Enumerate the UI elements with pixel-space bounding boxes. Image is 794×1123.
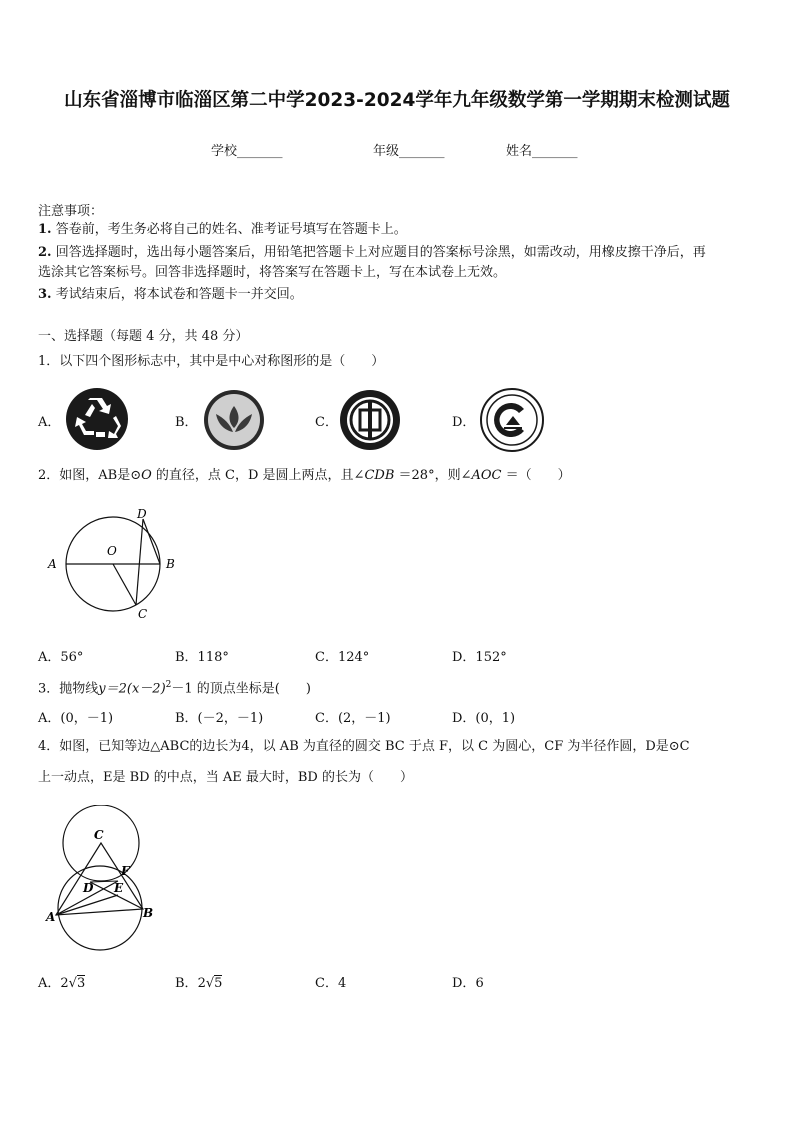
q4-option-b-coef: 2 [197, 976, 206, 991]
q4-option-b-radicand: 5 [214, 976, 223, 991]
q4-option-a [38, 972, 85, 991]
bank-coin-logo-icon [339, 388, 401, 452]
q3-option-b: B．(－2，－1) [175, 711, 264, 726]
q1-option-d-label: D． [452, 415, 476, 430]
q2-stem-cdb: CDB [364, 468, 395, 483]
name-blank: _______ [532, 144, 578, 159]
question-4-stem-line2: 上一动点，E是 BD 的中点，当 AE 最大时，BD 的长为（ ） [38, 770, 413, 785]
leaf-logo-icon [202, 388, 266, 452]
q4-label-c: C [94, 828, 104, 842]
q2-stem-part: ＝28°，则∠ [394, 468, 472, 483]
q2-label-c: C [138, 607, 148, 621]
q2-label-a: A [48, 557, 57, 571]
grade-blank: _______ [399, 144, 445, 159]
q2-option-d: D．152° [452, 650, 507, 665]
page-title: 山东省淄博市临淄区第二中学2023-2024学年九年级数学第一学期期末检测试题 [64, 90, 730, 111]
name-field [506, 140, 578, 159]
q1-option-c-label: C． [315, 415, 338, 430]
q2-label-d: D [137, 507, 147, 521]
q4-label-a: A [46, 910, 56, 924]
school-label: 学校 [211, 144, 238, 159]
school-field [211, 140, 283, 159]
q2-label-b: B [166, 557, 175, 571]
grade-field [373, 140, 445, 159]
question-2-stem [38, 466, 571, 486]
q3-exponent: 2 [165, 680, 172, 690]
note-2-number: 2. [38, 245, 52, 260]
question-4-stem-line1: 4．如图，已知等边△ABC的边长为4，以 AB 为直径的圆交 BC 于点 F，以 C 为圆心，CF 为半径作圆，D是⊙C [38, 739, 690, 754]
q4-option-d-value: 6 [475, 976, 484, 991]
recycle-logo-icon [64, 387, 130, 451]
question-1-stem: 1．以下四个图形标志中，其中是中心对称图形的是（ ） [38, 354, 385, 369]
notes-heading: 注意事项： [38, 204, 104, 219]
sqrt-icon: √ [205, 976, 215, 991]
q2-option-c: C．124° [315, 650, 370, 665]
q2-circle-figure [40, 500, 190, 625]
q2-stem-part: ＝（ ） [501, 468, 571, 483]
note-1-number: 1. [38, 222, 52, 237]
note-3 [38, 285, 303, 305]
q3-option-d: D．(0，1) [452, 711, 516, 726]
q2-option-b: B．118° [175, 650, 229, 665]
q4-option-d [452, 972, 484, 991]
q1-option-b-label: B． [175, 415, 198, 430]
note-2-text-line1: 回答选择题时，选出每小题答案后，用铅笔把答题卡上对应题目的答案标号涂黑，如需改动，用橡皮擦干净后，再 [51, 245, 706, 260]
q4-two-circle-figure [44, 805, 164, 955]
q4-label-e: E [114, 881, 124, 895]
q4-option-a-radicand: 3 [76, 976, 86, 991]
q2-option-a: A．56° [38, 650, 84, 665]
q4-label-d: D [83, 881, 94, 895]
note-3-number: 3. [38, 287, 52, 302]
q3-option-a: A．(0，－1) [38, 711, 114, 726]
q3-stem-part: －1 的顶点坐标是( ) [171, 681, 311, 697]
section-heading-choice: 一、选择题（每题 4 分，共 48 分） [38, 329, 249, 344]
note-1 [38, 220, 407, 240]
q1-option-a-label: A． [38, 415, 61, 430]
q2-stem-part: 的直径，点 C，D 是圆上两点，且∠ [151, 468, 365, 483]
q4-label-b: B [143, 906, 154, 920]
q2-stem-o: O [141, 468, 152, 483]
q4-option-c-value: 4 [337, 976, 347, 991]
q4-option-c [315, 972, 346, 991]
q4-option-d-label: D． [452, 976, 476, 991]
note-2 [38, 243, 762, 263]
q2-label-o: O [107, 544, 117, 558]
name-label: 姓名 [506, 144, 533, 159]
c-mountain-logo-icon [479, 388, 545, 452]
sqrt-icon: √ [68, 976, 77, 991]
grade-label: 年级 [373, 144, 400, 159]
question-3-stem [38, 675, 311, 699]
q4-option-b [175, 972, 222, 991]
q4-option-a-coef: 2 [60, 976, 69, 991]
q4-option-a-label: A． [38, 976, 61, 991]
q4-option-b-label: B． [175, 976, 198, 991]
note-3-text: 考试结束后，将本试卷和答题卡一并交回。 [51, 287, 303, 302]
note-2-text-line2: 选涂其它答案标号。回答非选择题时，将答案写在答题卡上，写在本试卷上无效。 [38, 265, 507, 280]
q3-stem-part: 3．抛物线 [38, 681, 99, 697]
q3-option-c: C．(2，－1) [315, 711, 391, 726]
q4-label-f: F [121, 864, 130, 878]
q2-stem-aoc: AOC [471, 468, 502, 483]
q2-stem-part: 2．如图，AB是⊙ [38, 468, 142, 483]
q3-equation: y＝2(x－2) [98, 681, 166, 697]
note-1-text: 答卷前，考生务必将自己的姓名、准考证号填写在答题卡上。 [51, 222, 407, 237]
q4-option-c-label: C． [315, 976, 338, 991]
school-blank: _______ [237, 144, 283, 159]
